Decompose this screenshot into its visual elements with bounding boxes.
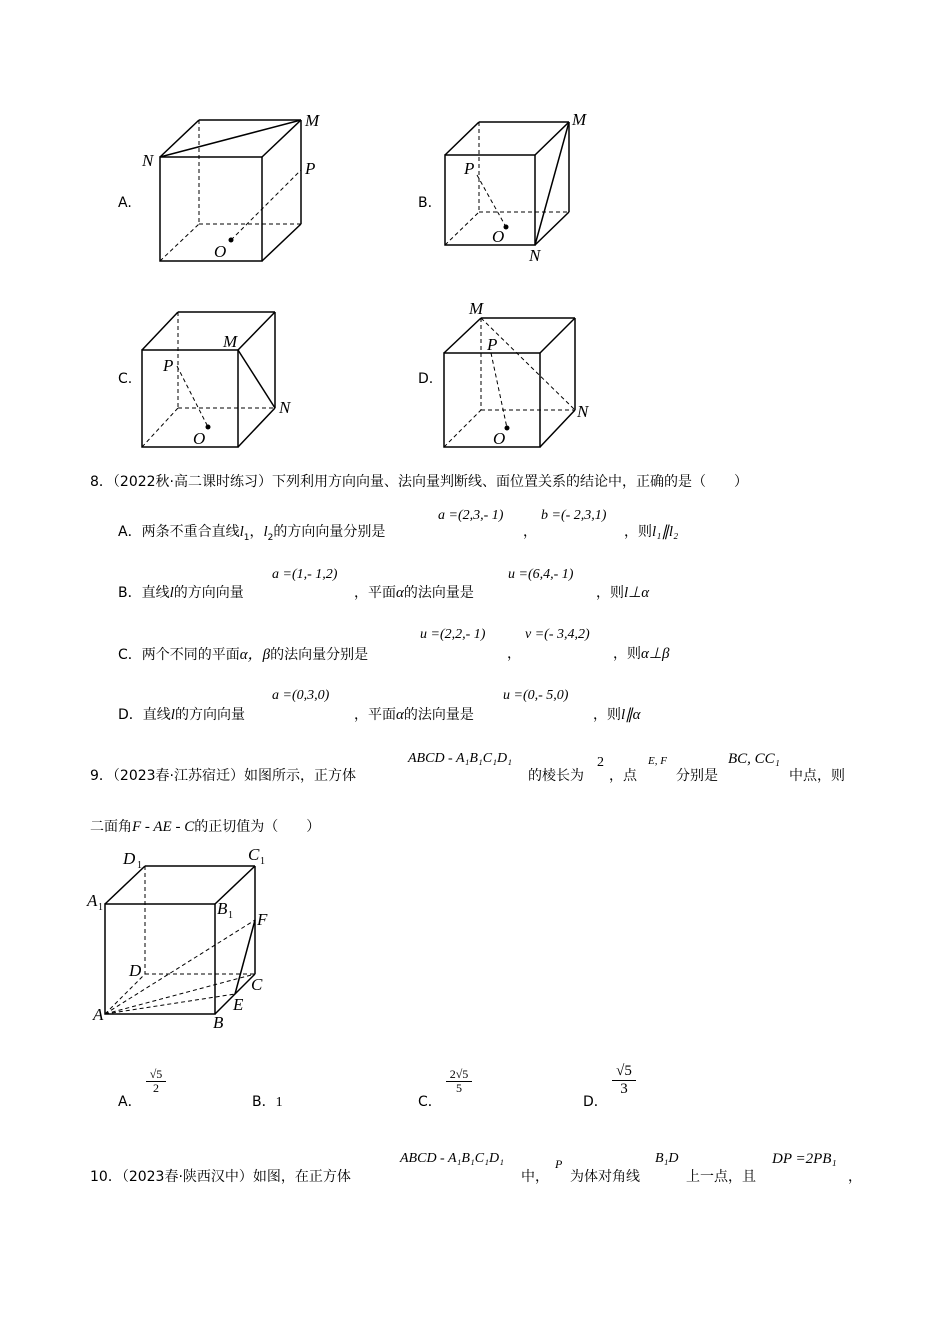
q7b-point-o: O <box>492 227 505 246</box>
q9-fig-a1-sub: 1 <box>98 902 103 913</box>
q7a-point-m: M <box>305 111 320 130</box>
q8b-plane <box>354 582 474 602</box>
q7-option-c-label[interactable]: C. <box>118 371 133 387</box>
q8d-plane <box>354 704 474 724</box>
q10-text3: 为体对角线 <box>570 1169 640 1185</box>
q9d-denominator: 3 <box>612 1080 636 1098</box>
q8d-text2: 的方向向量 <box>174 707 245 723</box>
q8c-vector-u: u =(2,2,- 1) <box>420 627 486 642</box>
q8b-conclusion <box>596 582 649 602</box>
q10-text5: ， <box>848 1169 862 1185</box>
q9-text1: 如图所示，正方体 <box>244 768 357 784</box>
q8d-text3: ，平面 <box>354 707 396 723</box>
q8-stem-text: 下列利用方向向量、法向量判断线、面位置关系的结论中，正确的是（ ） <box>272 474 749 490</box>
q8-number: 8． <box>90 474 113 490</box>
q8-source: （2022秋·高二课时练习） <box>112 474 273 490</box>
q9-text4: 分别是 <box>676 768 718 784</box>
q9a-fraction <box>146 1068 166 1095</box>
q9-fig-b1: B <box>217 899 228 918</box>
q7a-point-o: O <box>214 242 227 261</box>
q9-angle: F - AE - C <box>132 819 195 835</box>
q9-text2: 的棱长为 <box>528 768 584 784</box>
q9-option-a[interactable] <box>118 1091 142 1111</box>
q9-source: （2023春·江苏宿迁） <box>112 768 245 784</box>
q8c-comma: ， <box>507 646 521 662</box>
q9-fig-a1: A <box>87 891 98 910</box>
q8-stem <box>90 471 748 491</box>
q10-number: 10． <box>90 1169 122 1185</box>
q8d-result: l∥α <box>621 707 641 723</box>
q8a-conclusion <box>624 521 678 541</box>
q9-points: E, F <box>648 755 667 767</box>
q7-figure-a <box>135 100 335 270</box>
q8a-sub2: 2 <box>267 532 274 543</box>
q8a-label: A． <box>118 524 142 540</box>
q8-option-d[interactable] <box>118 704 245 724</box>
q9-fig-d: D <box>129 961 142 980</box>
q9-fig-f: F <box>257 910 268 929</box>
q8a-l1: l <box>239 524 244 540</box>
q9-line2-text2: 的正切值为（ ） <box>194 819 321 835</box>
q8b-result: l⊥α <box>624 585 650 601</box>
q9b-label: B． <box>252 1094 276 1110</box>
q9-fig-d1: D <box>123 849 136 868</box>
q7a-point-n: N <box>142 151 154 170</box>
q8a-sep: ， <box>249 524 264 540</box>
q9-fig-c1: C <box>248 845 260 864</box>
q9-text3: ，点 <box>609 768 637 784</box>
q9-number: 9． <box>90 768 113 784</box>
q9d-numerator: √5 <box>616 1063 632 1079</box>
q9-fig-c: C <box>251 975 263 994</box>
q9-fig-a: A <box>93 1005 104 1024</box>
q8-option-a[interactable] <box>118 521 385 543</box>
q9-line2-text1: 二面角 <box>90 819 132 835</box>
q8b-text4: 的法向量是 <box>403 585 474 601</box>
q8c-vector-v: v =(- 3,4,2) <box>525 627 590 642</box>
q8c-result: α⊥β <box>641 646 670 662</box>
q8d-concl: ，则 <box>593 707 621 723</box>
q8-option-b[interactable] <box>118 582 244 602</box>
q7d-point-n: N <box>577 402 589 421</box>
q7a-point-p: P <box>305 159 316 178</box>
q9-fig-b1-sub: 1 <box>228 910 233 921</box>
q9-midpoints: BC, CC₁ <box>728 751 780 767</box>
q9-stem-start <box>90 765 356 785</box>
q9b-value: 1 <box>275 1095 283 1110</box>
q8a-text1: 两条不重合直线 <box>141 524 240 540</box>
q7b-point-m: M <box>572 110 587 129</box>
q9-cube-name: ABCD - A₁B₁C₁D₁ <box>408 751 512 766</box>
q8c-text2: 的法向量分别是 <box>270 647 369 663</box>
q8b-label: B． <box>118 585 142 601</box>
q8d-conclusion <box>593 704 641 724</box>
q8d-vector-a: a =(0,3,0) <box>272 688 330 703</box>
q8d-vector-u: u =(0,- 5,0) <box>503 688 569 703</box>
q9-edge: 2 <box>597 755 604 770</box>
q7-figure-b <box>435 105 605 270</box>
q8c-alpha-beta: α，β <box>239 647 271 663</box>
q8b-text1: 直线 <box>141 585 170 601</box>
q10-text2: 中， <box>521 1169 549 1185</box>
q9-fig-e: E <box>233 995 244 1014</box>
q8a-l2: l <box>263 524 268 540</box>
q10-stem-start <box>90 1166 351 1186</box>
q8a-vector-a: a =(2,3,- 1) <box>438 508 504 523</box>
q8b-text2: 的方向向量 <box>173 585 244 601</box>
q8b-l: l <box>169 585 174 601</box>
q8d-alpha: α <box>396 707 404 723</box>
q8b-vector-u: u =(6,4,- 1) <box>508 567 574 582</box>
q10-cube-name: ABCD - A₁B₁C₁D₁ <box>400 1151 504 1166</box>
q8d-label: D． <box>118 707 143 723</box>
q9a-numerator: √5 <box>149 1067 163 1081</box>
q9c-label: C． <box>418 1094 442 1110</box>
q9-option-d[interactable] <box>583 1091 608 1111</box>
q10-condition: DP =2PB₁ <box>772 1151 837 1167</box>
q8b-text3: ，平面 <box>354 585 396 601</box>
q8c-text1: 两个不同的平面 <box>141 647 240 663</box>
q8d-text1: 直线 <box>142 707 171 723</box>
q7-option-b-label[interactable]: B. <box>418 195 433 211</box>
q9-cube-figure <box>85 840 285 1035</box>
q9c-fraction <box>446 1068 472 1095</box>
q9c-denominator: 5 <box>446 1081 472 1095</box>
q8d-text4: 的法向量是 <box>403 707 474 723</box>
q9-fig-b: B <box>213 1013 224 1032</box>
q7d-point-p: P <box>487 335 498 354</box>
q8a-text2: 的方向向量分别是 <box>273 524 386 540</box>
q10-diagonal: B₁D <box>655 1151 679 1166</box>
q8b-vector-a: a =(1,- 1,2) <box>272 567 338 582</box>
q7-option-a-label[interactable]: A. <box>118 195 132 211</box>
q9d-label: D． <box>583 1094 608 1110</box>
q9a-label: A． <box>118 1094 142 1110</box>
q10-point-p: P <box>555 1157 563 1171</box>
q8c-conclusion <box>613 643 669 663</box>
q7-figure-c <box>135 300 305 455</box>
q8a-comma: ， <box>523 524 537 540</box>
q8a-sub1: 1 <box>243 532 250 543</box>
q7c-point-o: O <box>193 429 206 448</box>
q7c-point-p: P <box>163 356 174 375</box>
q8c-label: C． <box>118 647 142 663</box>
q7-figure-d <box>435 298 605 455</box>
q7b-point-n: N <box>529 246 541 265</box>
q8a-concl: ，则 <box>624 524 652 540</box>
q7-option-d-label[interactable]: D. <box>418 371 434 387</box>
q7c-point-m: M <box>223 332 238 351</box>
q9-stem-line2 <box>90 816 320 836</box>
q8b-concl: ，则 <box>596 585 624 601</box>
q8b-alpha: α <box>396 585 404 601</box>
q9-option-c[interactable] <box>418 1091 442 1111</box>
q8-option-c[interactable] <box>118 643 368 664</box>
q9-option-b[interactable] <box>252 1091 283 1111</box>
q8a-vector-b: b =(- 2,3,1) <box>541 508 607 523</box>
q9-text5: 中点，则 <box>789 768 845 784</box>
q9-fig-d1-sub: 1 <box>137 860 142 871</box>
q8d-l: l <box>170 707 175 723</box>
q9c-numerator: 2√5 <box>449 1067 469 1081</box>
q9-fig-c1-sub: 1 <box>260 856 265 867</box>
q10-source: （2023春·陕西汉中） <box>121 1169 253 1185</box>
q9a-denominator: 2 <box>146 1081 166 1095</box>
q7d-point-o: O <box>493 429 506 448</box>
q9d-fraction <box>612 1063 636 1098</box>
q10-text4: 上一点，且 <box>686 1169 756 1185</box>
q8a-result: l₁∥l₂ <box>652 524 679 540</box>
q8c-concl: ，则 <box>613 646 641 662</box>
q10-text1: 如图，在正方体 <box>252 1169 351 1185</box>
q7c-point-n: N <box>279 398 291 417</box>
q7d-point-m: M <box>469 299 484 318</box>
q7b-point-p: P <box>464 159 475 178</box>
